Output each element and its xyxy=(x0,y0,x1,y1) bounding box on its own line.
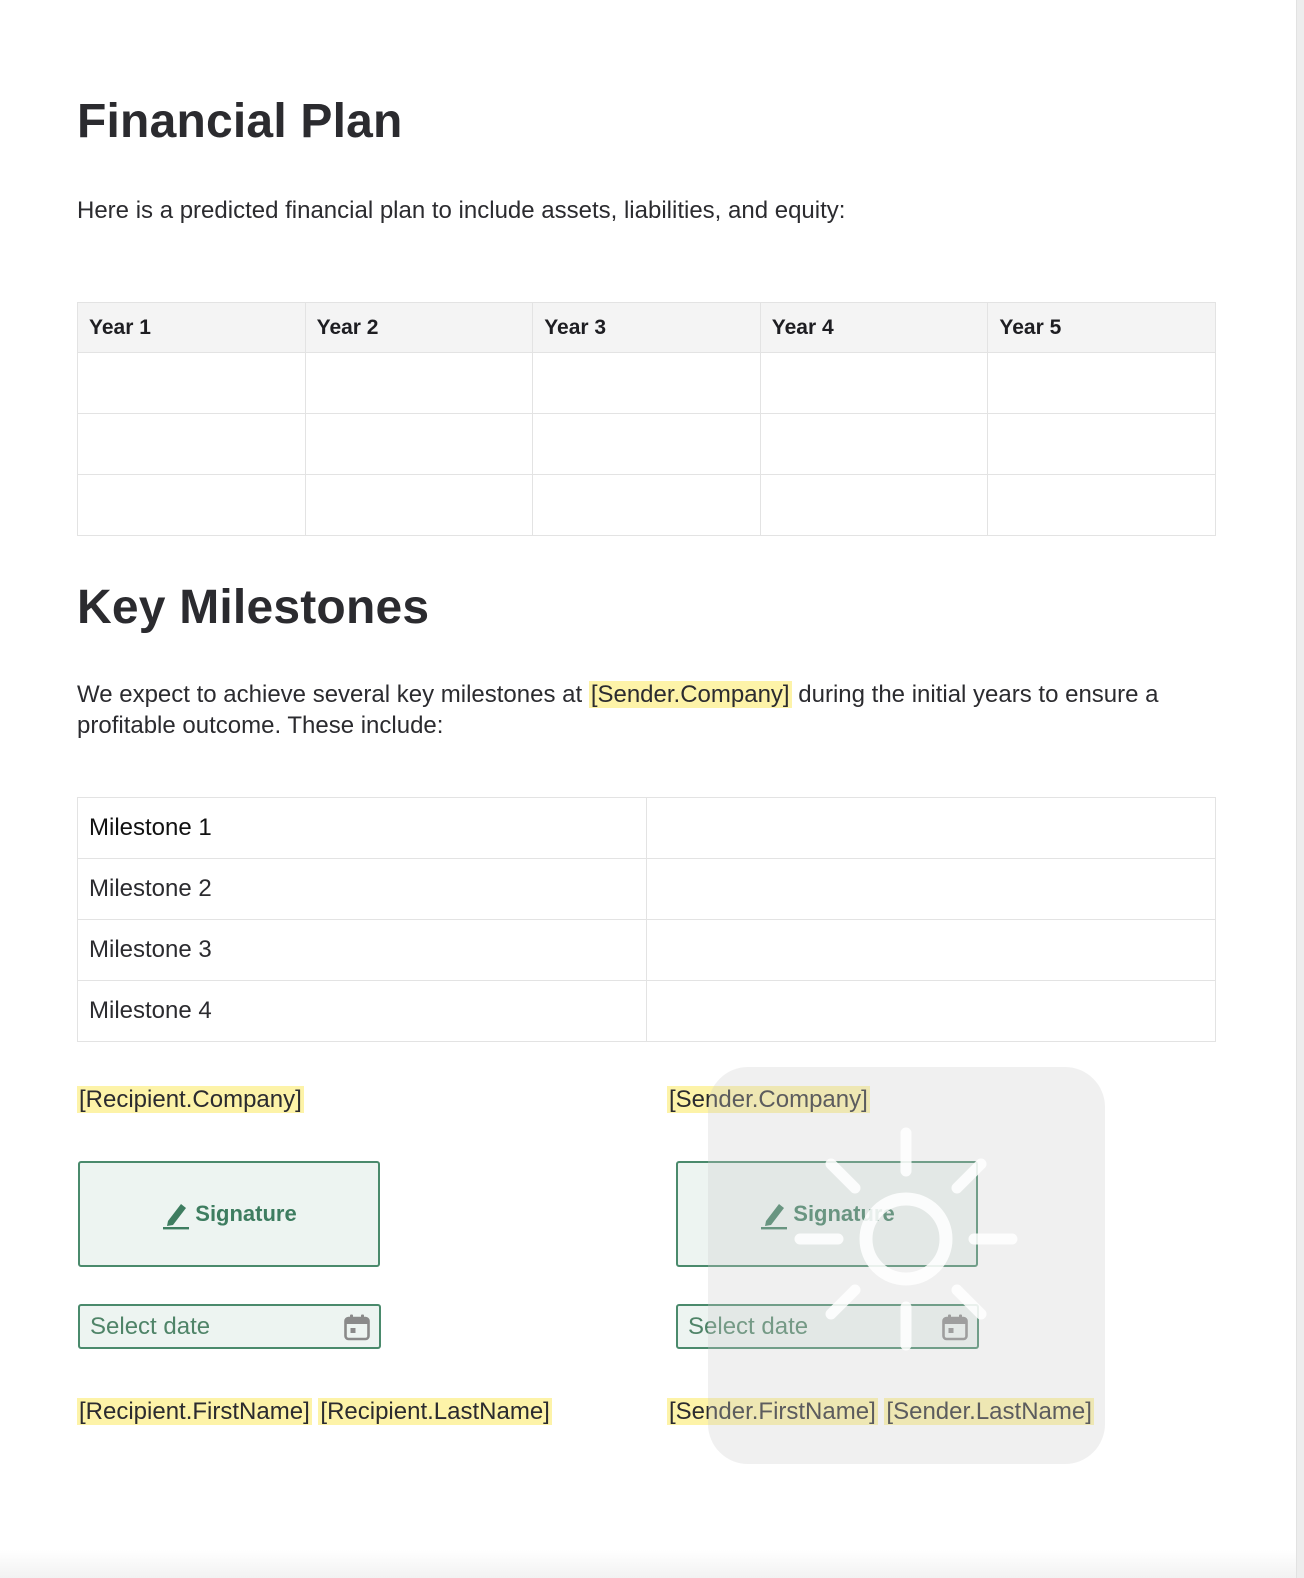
milestone-value[interactable] xyxy=(647,798,1216,859)
table-header-cell: Year 5 xyxy=(988,303,1216,353)
recipient-firstname-token: [Recipient.FirstName] xyxy=(79,1398,310,1425)
financial-plan-title: Financial Plan xyxy=(77,95,403,148)
table-cell[interactable] xyxy=(760,353,988,414)
table-row xyxy=(78,981,1216,1042)
signature-label: Signature xyxy=(793,1201,895,1226)
table-row xyxy=(78,414,1216,475)
table-cell[interactable] xyxy=(988,353,1216,414)
pen-icon xyxy=(759,1198,789,1230)
table-cell[interactable] xyxy=(533,475,761,536)
recipient-company-token: [Recipient.Company] xyxy=(79,1086,302,1113)
sender-signature-button[interactable] xyxy=(676,1161,978,1267)
recipient-signature-button[interactable] xyxy=(78,1161,380,1267)
key-milestones-intro xyxy=(77,679,1217,741)
table-row xyxy=(78,920,1216,981)
table-cell[interactable] xyxy=(78,475,306,536)
pen-icon xyxy=(161,1198,191,1230)
table-header-cell: Year 3 xyxy=(533,303,761,353)
milestones-table xyxy=(77,797,1216,1042)
financial-plan-table xyxy=(77,302,1216,536)
table-row xyxy=(78,859,1216,920)
table-cell[interactable] xyxy=(760,475,988,536)
date-placeholder: Select date xyxy=(90,1312,211,1340)
table-cell[interactable] xyxy=(305,353,533,414)
intro-text-before: We expect to achieve several key milestones at xyxy=(77,681,589,708)
signature-label: Signature xyxy=(195,1201,297,1226)
key-milestones-title: Key Milestones xyxy=(77,581,430,634)
table-header-cell: Year 2 xyxy=(305,303,533,353)
table-cell[interactable] xyxy=(988,414,1216,475)
calendar-icon xyxy=(343,1313,371,1341)
scrollbar-track[interactable] xyxy=(1296,0,1304,1578)
sender-firstname-token: [Sender.FirstName] xyxy=(669,1398,876,1425)
table-cell[interactable] xyxy=(78,353,306,414)
milestone-label: Milestone 1 xyxy=(78,798,647,859)
table-cell[interactable] xyxy=(760,414,988,475)
recipient-company-field xyxy=(77,1085,304,1115)
page-bottom-edge xyxy=(0,1550,1296,1578)
calendar-icon xyxy=(941,1313,969,1341)
milestone-label: Milestone 4 xyxy=(78,981,647,1042)
table-header-cell: Year 4 xyxy=(760,303,988,353)
milestone-value[interactable] xyxy=(647,981,1216,1042)
table-row xyxy=(78,353,1216,414)
sender-company-token: [Sender.Company] xyxy=(669,1086,868,1113)
table-cell[interactable] xyxy=(988,475,1216,536)
sender-name-field xyxy=(667,1397,1094,1427)
recipient-date-picker[interactable] xyxy=(78,1304,381,1349)
sender-company-token: [Sender.Company] xyxy=(590,681,790,708)
milestone-label: Milestone 2 xyxy=(78,859,647,920)
table-header-cell: Year 1 xyxy=(78,303,306,353)
table-cell[interactable] xyxy=(305,414,533,475)
table-cell[interactable] xyxy=(78,414,306,475)
table-row xyxy=(78,798,1216,859)
milestone-label: Milestone 3 xyxy=(78,920,647,981)
table-row xyxy=(78,475,1216,536)
sender-date-picker[interactable] xyxy=(676,1304,979,1349)
recipient-name-field xyxy=(77,1397,552,1427)
milestone-value[interactable] xyxy=(647,859,1216,920)
table-header-row xyxy=(78,303,1216,353)
table-cell[interactable] xyxy=(533,353,761,414)
table-cell[interactable] xyxy=(305,475,533,536)
milestone-value[interactable] xyxy=(647,920,1216,981)
date-placeholder: Select date xyxy=(688,1312,809,1340)
financial-plan-intro: Here is a predicted financial plan to include assets, liabilities, and equity: xyxy=(77,197,846,224)
table-cell[interactable] xyxy=(533,414,761,475)
intro-text-after: during the initial years to ensure a profitable outcome. These include: xyxy=(77,681,1159,739)
recipient-lastname-token: [Recipient.LastName] xyxy=(320,1398,550,1425)
sender-company-field xyxy=(667,1085,870,1115)
sender-lastname-token: [Sender.LastName] xyxy=(886,1398,1092,1425)
